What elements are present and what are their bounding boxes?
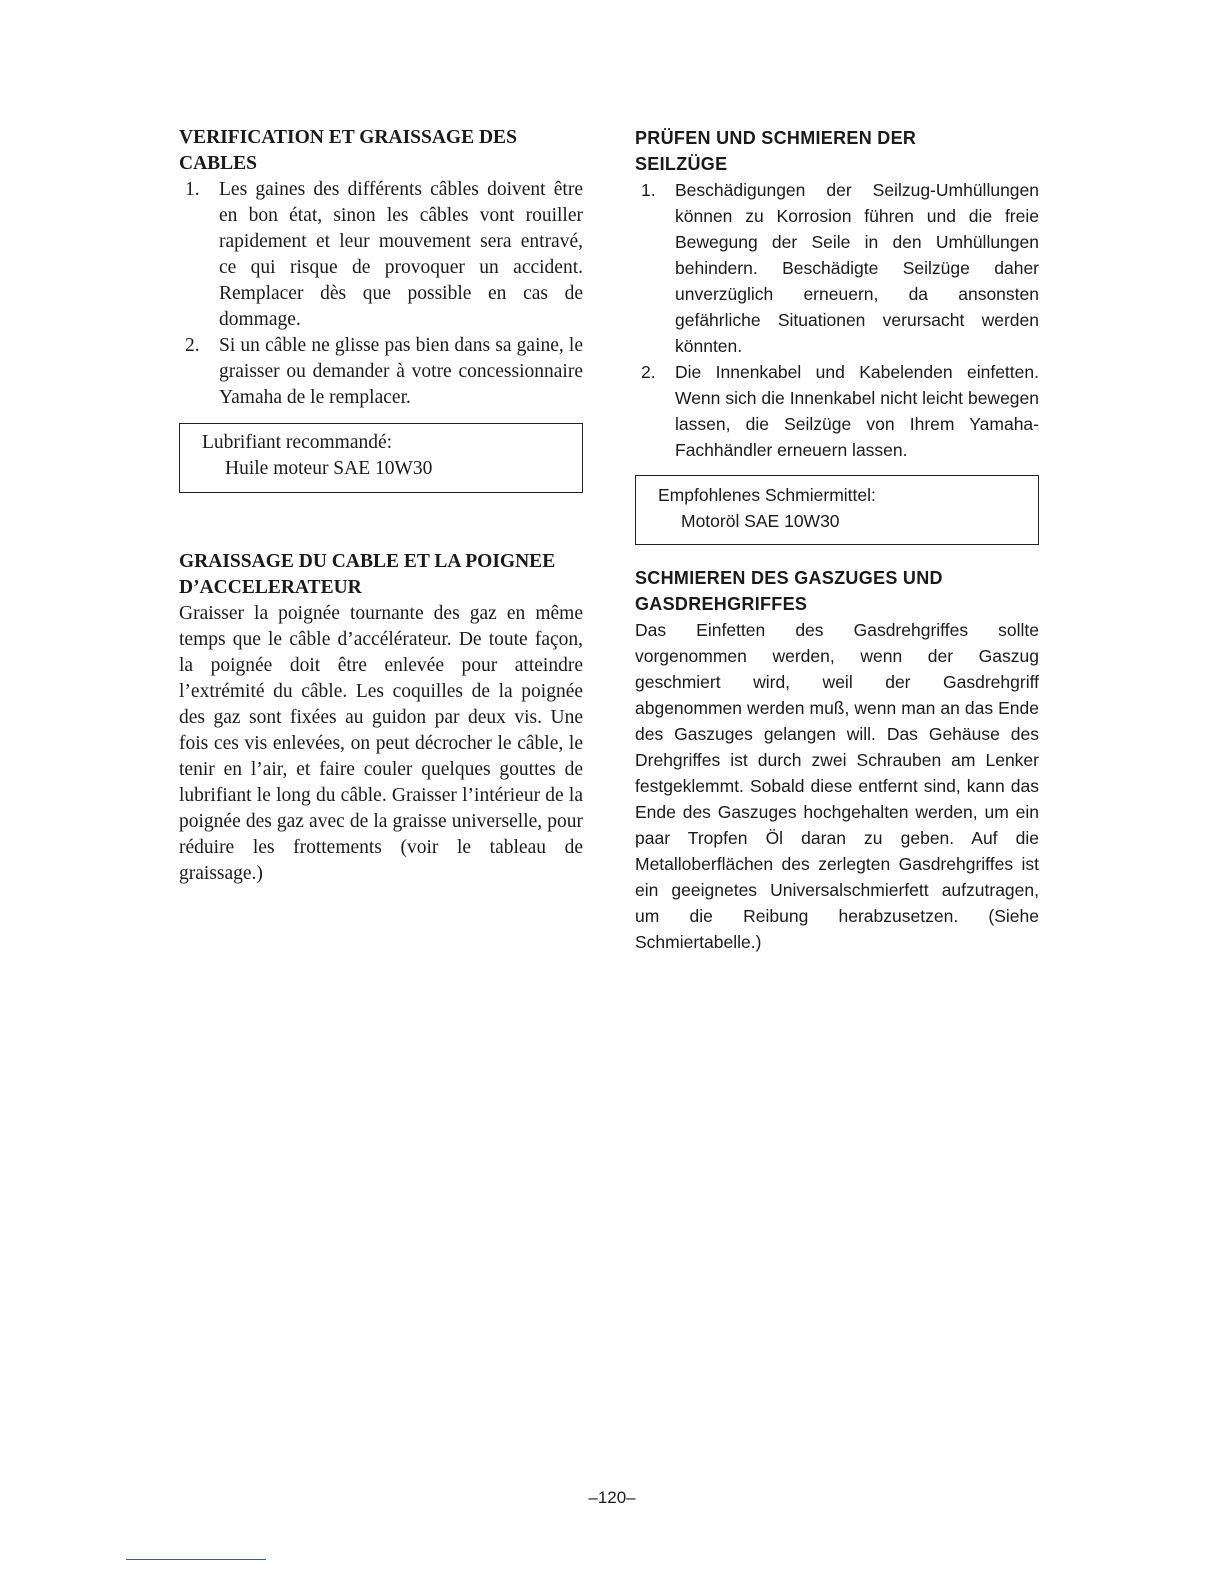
list-item-number: 2. [641, 362, 656, 382]
fr-section2-heading-line2: D’ACCELERATEUR [179, 577, 362, 598]
list-item-number: 1. [185, 179, 200, 200]
list-item [635, 177, 1039, 359]
fr-section2-heading [179, 549, 583, 601]
de-section1-list [635, 177, 1039, 463]
fr-box-value: Huile moteur SAE 10W30 [225, 458, 433, 479]
de-section2-heading-line2: GASDREHGRIFFES [635, 594, 808, 614]
de-recommended-lubricant-box [635, 475, 1039, 545]
fr-section1-list [179, 177, 583, 411]
de-box-label: Empfohlenes Schmiermittel: [658, 485, 876, 505]
fr-section2-heading-line1: GRAISSAGE DU CABLE ET LA POIGNEE [179, 551, 556, 572]
de-section2-heading [635, 565, 1039, 617]
list-item [179, 333, 583, 411]
list-item-text: Beschädigungen der Seilzug-Umhüllungen können zu Korrosion führen und die freie Bewegung der Seile in den Umhüllungen behindern. Beschädigte Seilzüge daher unverzüglich erneuern, da ansonsten gefährliche Situationen verursacht werden könnten. [675, 180, 1039, 356]
de-section1-heading-line1: PRÜFEN UND SCHMIEREN DER [635, 128, 917, 148]
list-item-text: Si un câble ne glisse pas bien dans sa gaine, le graisser ou demander à votre concessionnaire Yamaha de le remplacer. [219, 335, 583, 408]
fr-section1-heading-line1: VERIFICATION ET GRAISSAGE DES [179, 127, 517, 148]
de-section1-heading [635, 125, 1039, 177]
de-section2-heading-line1: SCHMIEREN DES GASZUGES UND [635, 568, 943, 588]
de-box-value: Motoröl SAE 10W30 [681, 511, 840, 531]
list-item-text: Die Innenkabel und Kabelenden einfetten. Wenn sich die Innenkabel nicht leicht bewegen lassen, die Seilzüge von Ihrem Yamaha-Fachhändler erneuern lassen. [675, 362, 1039, 460]
page-number: –120– [588, 1488, 636, 1507]
french-column [179, 125, 583, 887]
de-section2-body: Das Einfetten des Gasdrehgriffes sollte vorgenommen werden, wenn der Gaszug geschmiert wird, weil der Gasdrehgriff abgenommen werden muß, wenn man an das Ende des Gaszuges gelangen will. Das Gehäuse des Drehgriffes ist durch zwei Schrauben am Lenker festgeklemmt. Sobald diese entfernt sind, kann das Ende des Gaszuges hochgehalten werden, um ein paar Tropfen Öl daran zu geben. Auf die Metalloberflächen des zerlegten Gasdrehgriffes ist ein geeignetes Universalschmierfett aufzutragen, um die Reibung herabzusetzen. (Siehe Schmiertabelle.) [635, 620, 1039, 952]
fr-recommended-lubricant-box [179, 423, 583, 493]
list-item-number: 1. [641, 180, 656, 200]
list-item-number: 2. [185, 335, 200, 356]
fr-section1-heading [179, 125, 583, 177]
list-item [179, 177, 583, 333]
de-section1-heading-line2: SEILZÜGE [635, 154, 728, 174]
footer-rule [126, 1559, 266, 1560]
fr-box-label: Lubrifiant recommandé: [202, 432, 393, 453]
list-item-text: Les gaines des différents câbles doivent être en bon état, sinon les câbles vont rouiller rapidement et leur mouvement sera entravé, ce qui risque de provoquer un accident. Remplacer dès que possible en cas de dommage. [219, 179, 583, 330]
fr-section2-body: Graisser la poignée tournante des gaz en même temps que le câble d’accélérateur. De toute façon, la poignée doit être enlevée pour atteindre l’extrémité du câble. Les coquilles de la poignée des gaz sont fixées au guidon par deux vis. Une fois ces vis enlevées, on peut décrocher le câble, le tenir en l’air, et faire couler quelques gouttes de lubrifiant le long du câble. Graisser l’intérieur de la poignée des gaz avec de la graisse universelle, pour réduire les frottements (voir le tableau de graissage.) [179, 603, 583, 884]
list-item [635, 359, 1039, 463]
fr-section1-heading-line2: CABLES [179, 153, 258, 174]
german-column [635, 125, 1039, 955]
